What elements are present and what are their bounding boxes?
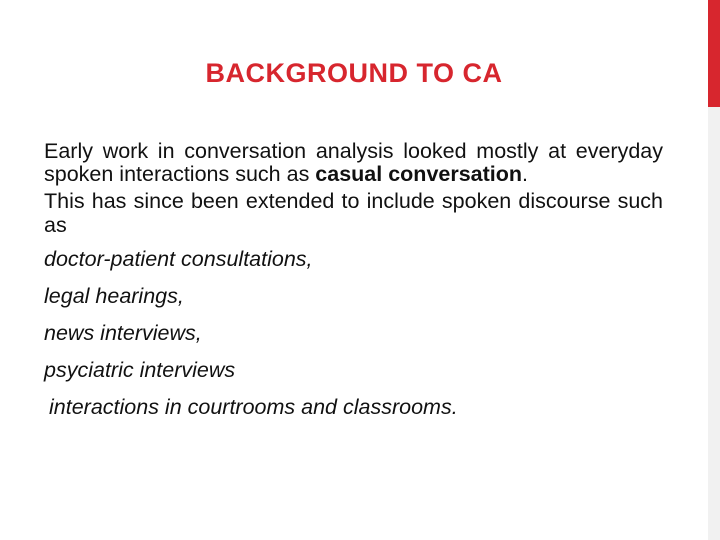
example-item-psychiatric-interviews: psyciatric interviews xyxy=(44,357,236,382)
slide-body xyxy=(44,140,663,426)
emphasis-conversation: conversation xyxy=(388,162,523,187)
paragraph-intro-text: Early work in conversation analysis looked mostly at everyday spoken interactions such as xyxy=(44,139,663,187)
paragraph-intro-period: . xyxy=(522,162,529,187)
side-accent-bar-red xyxy=(708,0,720,107)
example-item-legal-hearings: legal hearings, xyxy=(44,283,184,308)
paragraph-extension: This has since been extended to include spoken discourse such as xyxy=(44,189,663,237)
paragraph-intro xyxy=(44,140,663,186)
example-item-courtrooms-classrooms: interactions in courtrooms and classrooms. xyxy=(49,394,458,419)
example-item-news-interviews: news interviews, xyxy=(44,320,202,345)
emphasis-casual: casual xyxy=(315,162,383,187)
slide-title: BACKGROUND TO CA xyxy=(205,58,503,88)
example-item-doctor-patient: doctor-patient consultations, xyxy=(44,246,313,271)
